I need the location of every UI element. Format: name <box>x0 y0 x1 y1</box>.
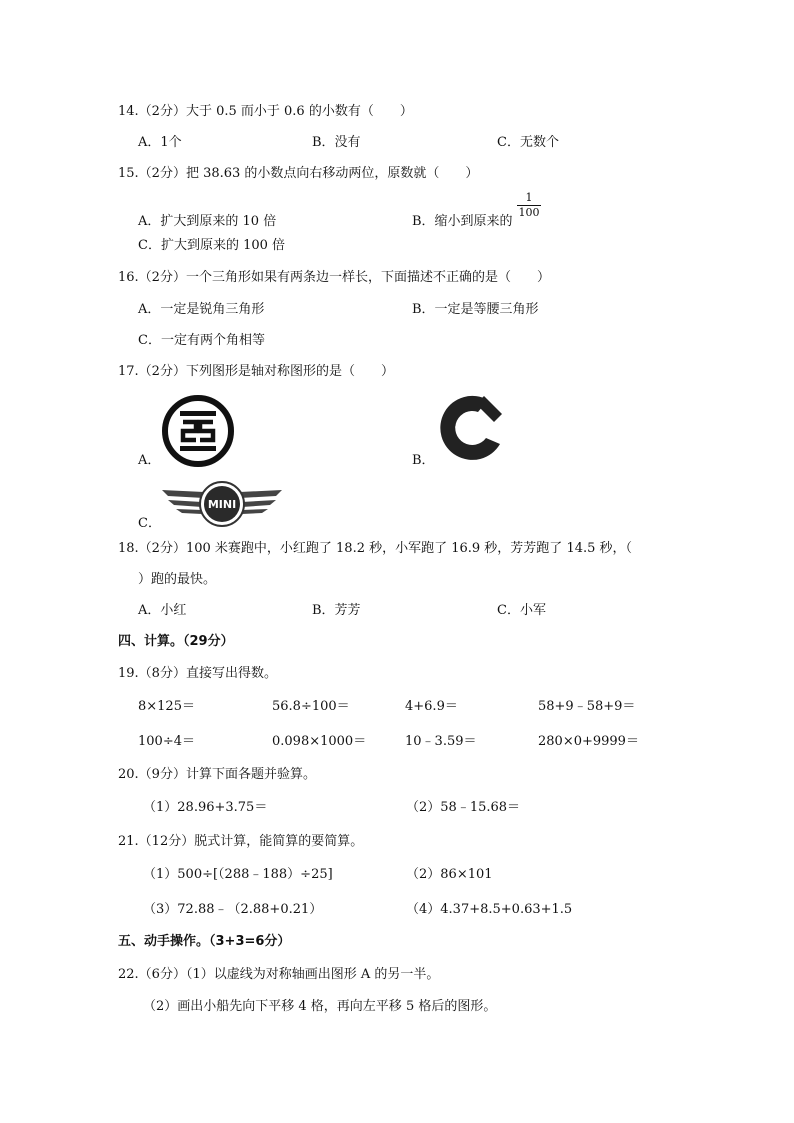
fraction-numerator: 1 <box>525 191 533 204</box>
q17-option-c: C． <box>138 516 161 531</box>
q19-item: 100÷4＝ <box>138 734 195 749</box>
mini-logo-text: MINI <box>207 498 237 511</box>
q19-stem: 19.（8分）直接写出得数。 <box>118 666 277 681</box>
q19-item: 8×125＝ <box>138 699 195 714</box>
section-4-heading: 四、计算。（29分） <box>118 634 234 649</box>
q15-stem: 15.（2分）把 38.63 的小数点向右移动两位，原数就（ ） <box>118 166 479 181</box>
q17-stem: 17.（2分）下列图形是轴对称图形的是（ ） <box>118 364 394 379</box>
q17-option-b: B． <box>412 453 435 468</box>
fraction-denominator: 100 <box>518 206 540 219</box>
q21-part-1: （1）500÷[（288﹣188）÷25] <box>143 867 333 882</box>
q19-item: 4+6.9＝ <box>405 699 458 714</box>
q14-option-c: C．无数个 <box>497 135 559 150</box>
q19-item: 0.098×1000＝ <box>272 734 367 749</box>
q15-fraction <box>517 192 541 219</box>
q20-part-1: （1）28.96+3.75＝ <box>143 800 268 815</box>
q18-option-b: B．芳芳 <box>312 603 361 618</box>
q21-part-4: （4）4.37+8.5+0.63+1.5 <box>406 902 573 917</box>
q14-option-b: B．没有 <box>312 135 361 150</box>
icbc-logo-icon <box>160 393 236 469</box>
q18-stem-line1: 18.（2分）100 米赛跑中，小红跑了 18.2 秒，小军跑了 16.9 秒，芳芳跑了 14.5 秒，（ <box>118 541 633 556</box>
q19-item: 280×0+9999＝ <box>538 734 639 749</box>
q20-part-2: （2）58﹣15.68＝ <box>406 800 521 815</box>
q20-stem: 20.（9分）计算下面各题并验算。 <box>118 767 316 782</box>
q21-stem: 21.（12分）脱式计算，能简算的要简算。 <box>118 834 364 849</box>
section-5-heading: 五、动手操作。（3+3=6分） <box>118 934 291 949</box>
q16-stem: 16.（2分）一个三角形如果有两条边一样长，下面描述不正确的是（ ） <box>118 270 550 285</box>
ccb-logo-icon <box>434 390 508 464</box>
q18-option-c: C．小军 <box>497 603 546 618</box>
q14-stem: 14.（2分）大于 0.5 而小于 0.6 的小数有（ ） <box>118 104 413 119</box>
q15-option-a: A．扩大到原来的 10 倍 <box>138 214 277 229</box>
q14-option-a: A．1个 <box>138 135 182 150</box>
q19-item: 56.8÷100＝ <box>272 699 350 714</box>
q15-option-b: B．缩小到原来的 <box>412 214 513 229</box>
q16-option-a: A．一定是锐角三角形 <box>138 302 265 317</box>
q22-stem: 22.（6分）（1）以虚线为对称轴画出图形 A 的另一半。 <box>118 967 440 982</box>
q16-option-b: B．一定是等腰三角形 <box>412 302 539 317</box>
q21-part-2: （2）86×101 <box>406 867 493 882</box>
q15-option-c: C．扩大到原来的 100 倍 <box>138 238 286 253</box>
q17-option-a: A． <box>138 453 161 468</box>
q19-item: 10﹣3.59＝ <box>405 734 477 749</box>
q18-stem-line2: ）跑的最快。 <box>138 572 217 587</box>
mini-logo-icon <box>160 478 284 528</box>
q19-item: 58+9﹣58+9＝ <box>538 699 636 714</box>
q16-option-c: C．一定有两个角相等 <box>138 333 265 348</box>
q22-part-2: （2）画出小船先向下平移 4 格，再向左平移 5 格后的图形。 <box>143 999 497 1014</box>
q21-part-3: （3）72.88﹣（2.88+0.21） <box>143 902 323 917</box>
q18-option-a: A．小红 <box>138 603 187 618</box>
